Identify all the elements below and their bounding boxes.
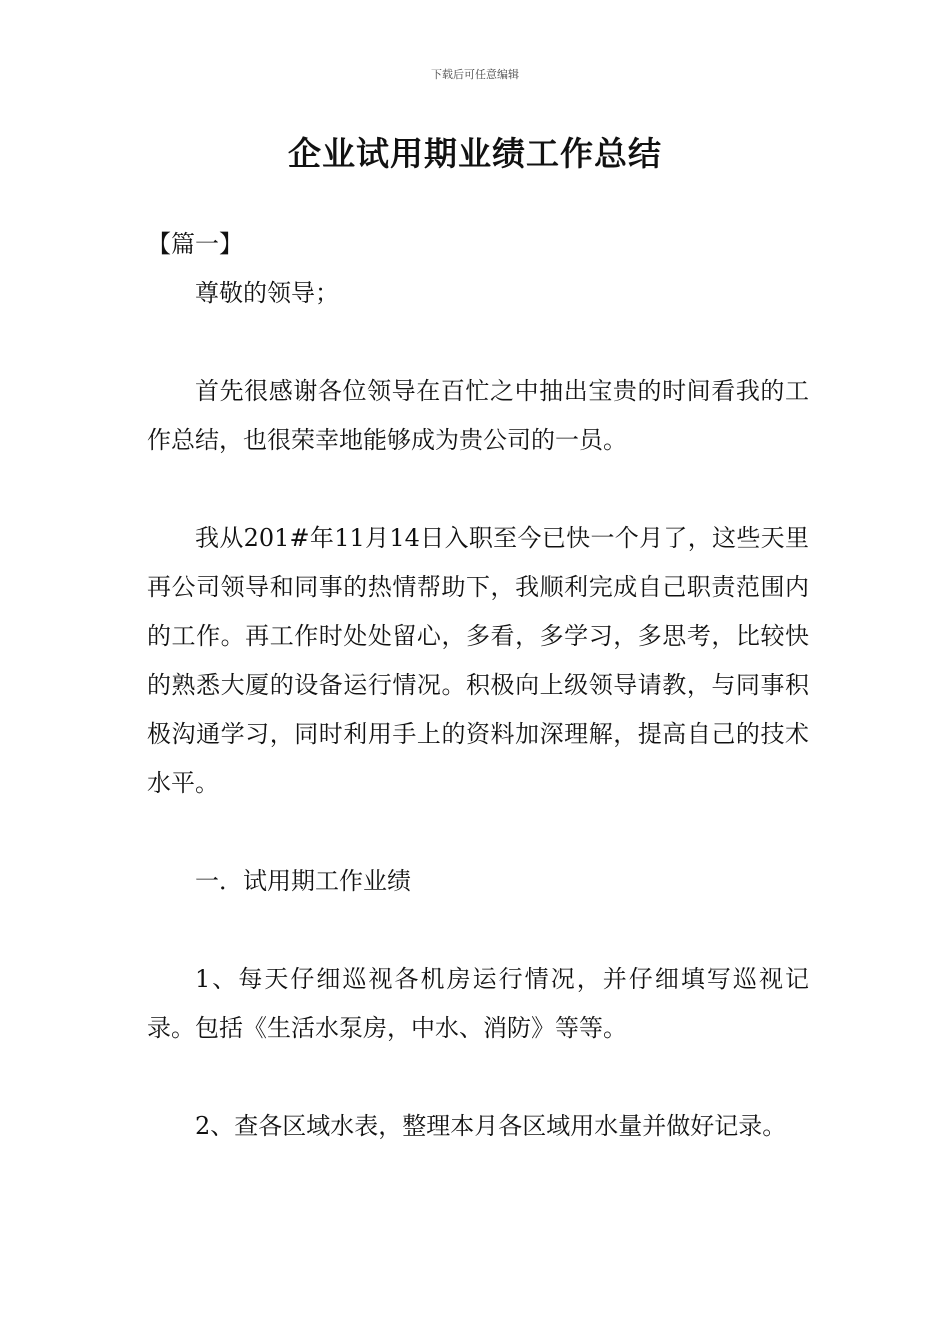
paragraph-intro: 首先很感谢各位领导在百忙之中抽出宝贵的时间看我的工作总结，也很荣幸地能够成为贵公司的一员。 <box>147 377 809 454</box>
document-title: 企业试用期业绩工作总结 <box>288 134 662 173</box>
section-heading: 一．试用期工作业绩 <box>195 867 411 895</box>
document-body <box>147 220 809 1151</box>
paragraph-gap <box>147 318 809 367</box>
page-header-note: 下载后可任意编辑 <box>431 68 519 81</box>
paragraph-gap <box>147 906 809 955</box>
list-item: 1、每天仔细巡视各机房运行情况，并仔细填写巡视记录。包括《生活水泵房，中水、消防》等等。 <box>147 965 809 1042</box>
paragraph-gap <box>147 1053 809 1102</box>
paragraph-gap <box>147 808 809 857</box>
paragraph-gap <box>147 465 809 514</box>
salutation: 尊敬的领导； <box>195 279 339 307</box>
paragraph-main: 我从201#年11月14日入职至今已快一个月了，这些天里再公司领导和同事的热情帮助下，我顺利完成自己职责范围内的工作。再工作时处处留心，多看，多学习，多思考，比较快的熟悉大厦的设备运行情况。积极向上级领导请教，与同事积极沟通学习，同时利用手上的资料加深理解，提高自己的技术水平。 <box>147 524 809 797</box>
list-item: 2、查各区域水表，整理本月各区域用水量并做好记录。 <box>195 1112 787 1140</box>
section-label: 【篇一】 <box>147 230 243 258</box>
